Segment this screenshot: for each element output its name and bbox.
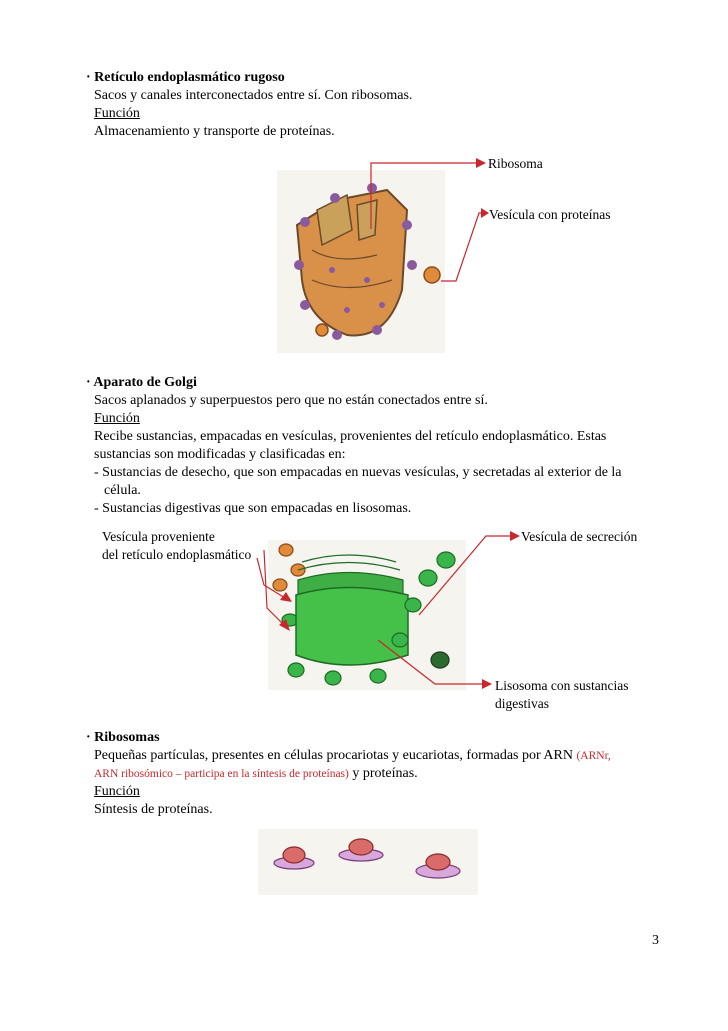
golgi-label-secretion: Vesícula de secreción	[521, 529, 638, 544]
ribosomes-description-red1: (ARNr,	[576, 750, 611, 762]
ribosomes-description-part1: Pequeñas partículas, presentes en células procariotas y eucariotas, formadas por ARN	[94, 748, 573, 763]
ribosomes-drawing	[258, 829, 478, 895]
golgi-bullet1-line2: célula.	[104, 483, 141, 498]
ribosomes-function-heading: Función	[94, 784, 140, 799]
page-number: 3	[652, 933, 659, 948]
ribosomes-description-line1	[94, 747, 611, 765]
ribosomes-description-red2: ARN ribosómico – participa en la síntesis de proteínas)	[94, 768, 349, 780]
ribosomes-function-text: Síntesis de proteínas.	[94, 802, 213, 817]
rer-label-vesicle: Vesícula con proteínas	[489, 207, 611, 222]
ribosomes-description-part2: y proteínas.	[352, 766, 418, 781]
ribosomes-description-line2	[94, 765, 418, 783]
golgi-drawing	[268, 540, 466, 690]
golgi-bullet1-line1: - Sustancias de desecho, que son empacadas en nuevas vesículas, y secretadas al exterior de la	[94, 465, 622, 480]
rer-function-heading: Función	[94, 106, 140, 121]
rer-title: · Retículo endoplasmático rugoso	[86, 70, 285, 85]
rer-label-ribosome: Ribosoma	[488, 156, 543, 171]
golgi-illustration	[268, 540, 466, 690]
golgi-label-lysosome-line2: digestivas	[495, 696, 549, 711]
golgi-description: Sacos aplanados y superpuestos pero que no están conectados entre sí.	[94, 393, 488, 408]
rer-description: Sacos y canales interconectados entre sí. Con ribosomas.	[94, 88, 413, 103]
golgi-function-heading: Función	[94, 411, 140, 426]
golgi-label-incoming-line2: del retículo endoplasmático	[102, 547, 252, 562]
golgi-function-line2: sustancias son modificadas y clasificadas en:	[94, 447, 346, 462]
rer-function-text: Almacenamiento y transporte de proteínas.	[94, 124, 335, 139]
golgi-title: · Aparato de Golgi	[86, 375, 197, 390]
rer-illustration	[277, 170, 445, 353]
golgi-bullet2: - Sustancias digestivas que son empacadas en lisosomas.	[94, 501, 412, 516]
ribosomes-title: · Ribosomas	[86, 730, 160, 745]
golgi-label-lysosome-line1: Lisosoma con sustancias	[495, 678, 629, 693]
ribosomes-illustration	[258, 829, 478, 895]
golgi-function-line1: Recibe sustancias, empacadas en vesículas, provenientes del retículo endoplasmático. Estas	[94, 429, 607, 444]
rer-drawing	[277, 170, 445, 353]
golgi-label-incoming-line1: Vesícula proveniente	[102, 529, 215, 544]
